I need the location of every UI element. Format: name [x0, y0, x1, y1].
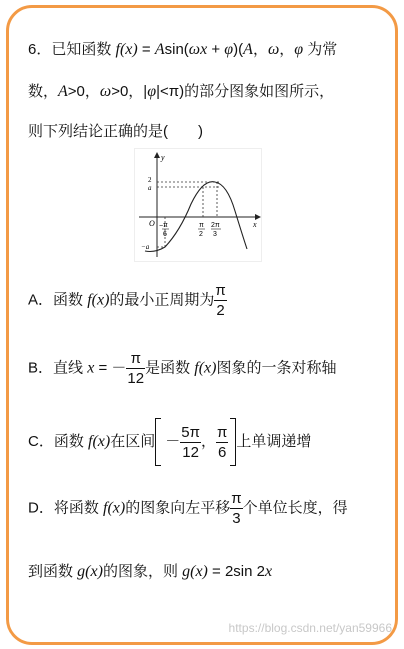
origin-label: O — [149, 219, 155, 228]
x-tick-minus-pi-6-sign: − — [159, 223, 164, 230]
x-tick-2pi-3-den: 3 — [213, 231, 217, 238]
y-tick-minus-a: −a — [141, 243, 150, 251]
interval-left-bracket — [155, 418, 161, 466]
x-tick-minus-pi-6-num: π — [163, 222, 168, 229]
x-axis-label: x — [253, 220, 257, 229]
x-tick-pi-2-den: 2 — [199, 231, 203, 238]
x-tick-minus-pi-6-den: 6 — [163, 231, 167, 238]
question-stem-line-1: 6．已知函数 f(x) = Asin(ωx + φ)(A，ω，φ 为常 — [28, 41, 338, 58]
option-c[interactable]: C．函数 f(x)在区间 － $\frac{5\pi}{12}$ ， $\frac{\pi}{6}$ 上单调递增 — [28, 418, 311, 466]
option-a[interactable]: A．函数 f(x)的最小正周期为 $\frac{\pi}{2}$ — [28, 282, 226, 319]
x-tick-pi-2-num: π — [199, 222, 204, 229]
option-b[interactable]: B．直线 x = － $\frac{\pi}{12}$ 是函数 f(x)图象的一条对称轴 — [28, 350, 337, 387]
x-tick-2pi-3-num: 2π — [211, 222, 220, 229]
question-stem-line-2: 数，A>0，ω>0，|φ|<π)的部分图象如图所示， — [28, 83, 335, 100]
question-stem-line-3: 则下列结论正确的是( ) — [28, 123, 203, 140]
option-d-fraction: $\frac{\pi}{3}$ — [231, 490, 242, 527]
option-c-fraction-1: $\frac{5\pi}{12}$ — [181, 423, 200, 461]
question-card — [6, 5, 398, 645]
function-graph-figure — [134, 148, 262, 262]
y-tick-2: 2 — [148, 176, 152, 184]
option-a-fraction: $\frac{\pi}{2}$ — [215, 282, 226, 319]
option-b-fraction: $\frac{\pi}{12}$ — [127, 350, 145, 387]
watermark: https://blog.csdn.net/yan59966 — [228, 621, 392, 635]
option-d[interactable]: D．将函数 f(x)的图象向左平移 $\frac{\pi}{3}$ 个单位长度，得 — [28, 490, 348, 527]
y-tick-a: a — [148, 184, 152, 192]
y-axis-arrow — [154, 152, 160, 158]
option-d-line-2: 到函数 g(x)的图象，则 g(x) = 2sin 2x — [28, 563, 273, 580]
y-axis-label: y — [161, 153, 165, 162]
option-c-fraction-2: $\frac{\pi}{6}$ — [216, 423, 228, 461]
